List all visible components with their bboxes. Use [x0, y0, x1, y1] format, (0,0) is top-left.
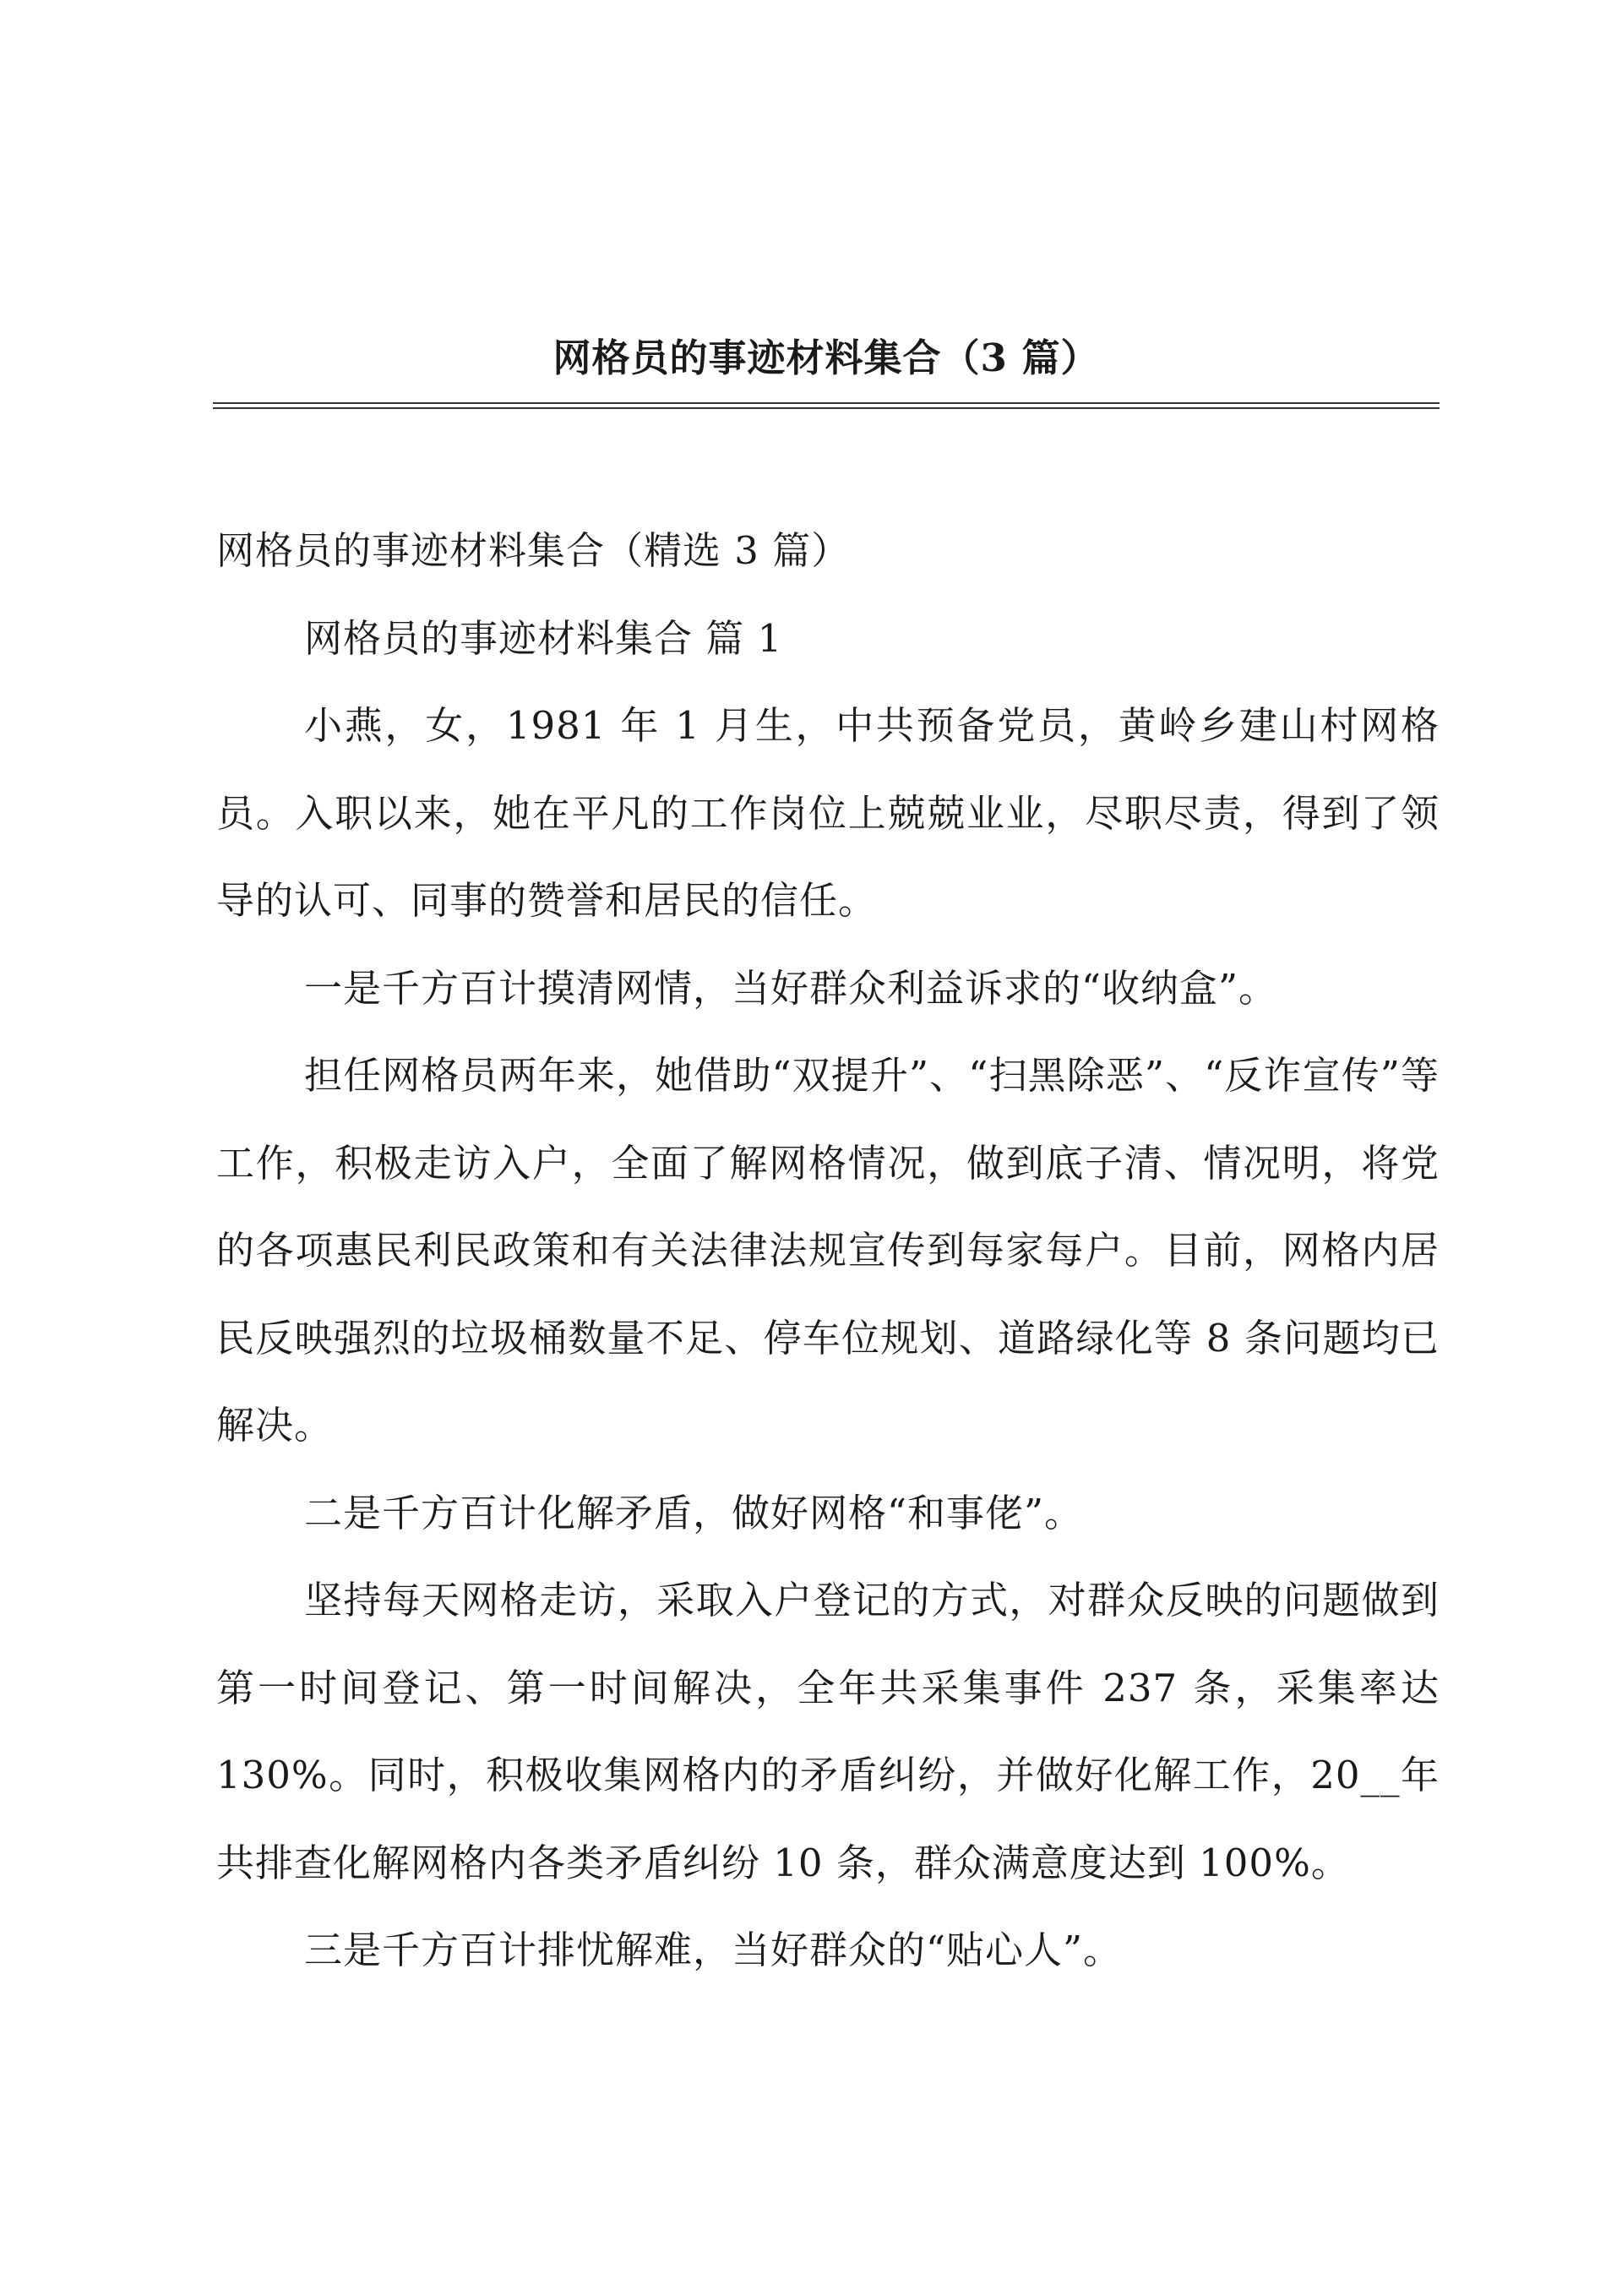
paragraph-point-three-heading: 三是千方百计排忧解难，当好群众的“贴心人”。 — [304, 1928, 1123, 1972]
title-divider-bottom — [213, 407, 1440, 409]
document-title: 网格员的事迹材料集合（3 篇） — [552, 335, 1100, 380]
title-divider-top — [213, 402, 1440, 404]
paragraph-point-two-heading: 二是千方百计化解矛盾，做好网格“和事佬”。 — [304, 1490, 1084, 1535]
paragraph-point-one-heading: 一是千方百计摸清网情，当好群众利益诉求的“收纳盒”。 — [304, 965, 1278, 1011]
paragraph-point-two-body: 坚持每天网格走访，采取入户登记的方式，对群众反映的问题做到第一时间登记、第一时间解决，全年共采集事件 237 条，采集率达 130%。同时，积极收集网格内的矛盾纠纷，并做好化解工作，20__年共排查化解网格内各类矛盾纠纷 10 条，群众满意度达到 100%。 — [216, 1578, 1440, 1885]
paragraph-point-one-body: 担任网格员两年来，她借助“双提升”、“扫黑除恶”、“反诈宣传”等工作，积极走访入户，全面了解网格情况，做到底子清、情况明，将党的各项惠民利民政策和有关法律法规宣传到每家每户。目前，网格内居民反映强烈的垃圾桶数量不足、停车位规划、道路绿化等 8 条问题均已解决。 — [216, 1053, 1440, 1448]
paragraph-subtitle: 网格员的事迹材料集合（精选 3 篇） — [216, 528, 851, 573]
paragraph-intro: 小燕，女，1981 年 1 月生，中共预备党员，黄岭乡建山村网格员。入职以来，她在平凡的工作岗位上兢兢业业，尽职尽责，得到了领导的认可、同事的赞誉和居民的信任。 — [216, 703, 1440, 923]
paragraph-section-heading: 网格员的事迹材料集合 篇 1 — [304, 615, 783, 661]
document-body — [216, 507, 1440, 1994]
